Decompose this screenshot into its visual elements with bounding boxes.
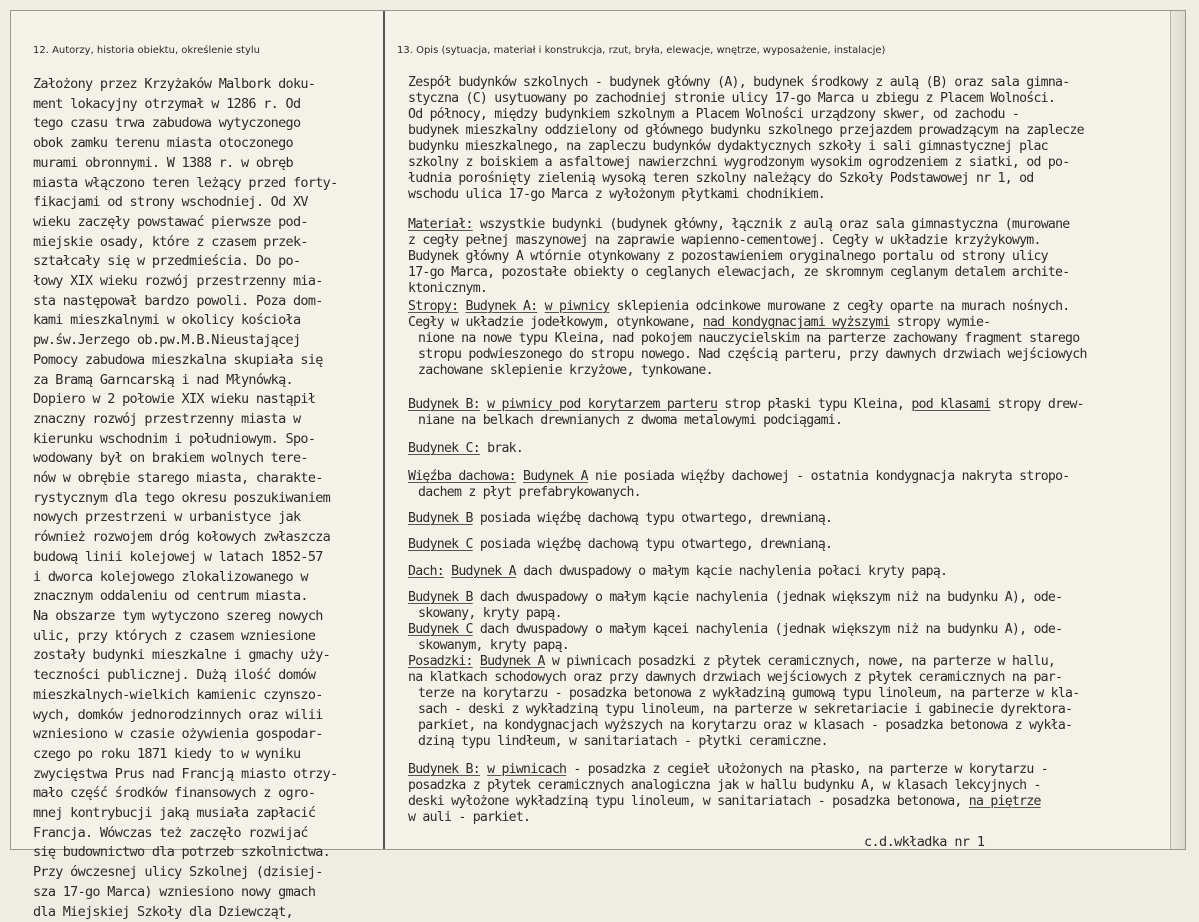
text-line: sta następował bardzo powoli. Poza dom- [33,292,323,309]
text-line: i dworca kolejowego zlokalizowanego w [33,568,308,585]
text-line: Pomocy zabudowa mieszkalna skupiała się [33,351,323,368]
site-description [408,75,1178,203]
text-line: wzniesiono w czasie ożywienia gospodar- [33,726,323,743]
text-line: posadzka z płytek ceramicznych analogiczna jak w hallu budynku A, w klasach lekcyjnych - [408,778,1041,793]
ceilings-label: Stropy: [408,299,459,314]
text-line: skowanym, kryty papą. [418,638,569,653]
text-line: tego czasu trwa zabudowa wytyczonego [33,115,301,132]
text-line: Zespół budynków szkolnych - budynek główny (A), budynek środkowy z aulą (B) oraz sala gimna- [408,75,1070,90]
text-line: stropy drew- [990,397,1084,412]
material-section [408,217,1178,297]
cellar-corridor-label: w piwnicy pod korytarzem parteru [487,397,718,412]
text-line: wodowany był on brakiem wolnych tere- [33,450,308,467]
text-line: wszystkie budynki (budynek główny, łącznik z aulą oraz sala gimnastyczna (murowane [472,217,1070,232]
text-line: nowych przestrzeni w urbanistyce jak [33,509,301,526]
text-line: łudnia porośnięty zielenią wysoką teren szkolny należący do Szkoły Podstawowej nr 1, od [408,171,1034,186]
building-b-label: Budynek B: [408,397,480,412]
history-text [33,75,378,922]
text-line: ktonicznym. [408,281,488,296]
text-line: sach - deski z wykładziną typu linoleum, na parterze w sekretariacie i gabinecie dyrektora- [418,702,1073,717]
text-line: nie posiada więźby dachowej - ostatnia kondygnacja nakryta stropo- [587,469,1070,484]
text-line: fikacjami od strony wschodniej. Od XV [33,194,308,211]
roof-building-b [408,590,1178,622]
roof-truss-label: Więźba dachowa: [408,469,516,484]
text-line: Przy ówczesnej ulicy Szkolnej (dzisiej- [33,864,323,881]
continuation-note: c.d.wkładka nr 1 [864,834,985,850]
roof-section [408,564,1178,580]
text-line: kami mieszkalnymi w okolicy kościoła [33,312,301,329]
text-line: łowy XIX wieku rozwój przestrzenny mia- [33,273,323,290]
material-label: Materiał: [408,217,473,232]
section-13-header: 13. Opis (sytuacja, materiał i konstrukcja, rzut, bryła, elewacje, wnętrze, wyposażenie, instalacje) [397,45,886,56]
building-a-label: Budynek A [451,564,516,579]
cellar-label: w piwnicy [544,299,610,314]
text-line: dach dwuspadowy o małym kącei nachylenia (jednak większym niż na budynku A), ode- [472,622,1063,637]
building-a-label: Budynek A [523,469,588,484]
text-line: Na obszarze tym wytyczono szereg nowych [33,607,323,624]
text-line: skowany, kryty papą. [418,606,562,621]
floors-section [408,654,1178,750]
text-line: znacznym oddaleniu od centrum miasta. [33,588,308,605]
text-line: parkiet, na kondygnacjach wyższych na korytarzu oraz w klasach - posadzka betonowa z wykła- [418,718,1073,733]
text-line: 17-go Marca, pozostałe obiekty o ceglanych elewacjach, ze skromnym ceglanym detalem archite- [408,265,1070,280]
text-line: niane na belkach drewnianych z dwoma metalowymi podciągami. [418,413,843,428]
text-line: w auli - parkiet. [408,810,531,825]
text-line: nione na nowe typu Kleina, nad pokojem nauczycielskim na parterze zachowany fragment starego [418,331,1080,346]
text-line: sza 17-go Marca) wzniesiono nowy gmach [33,883,316,900]
text-line: w piwnicach posadzki z płytek ceramicznych, nowe, na parterze w hallu, [544,654,1056,669]
text-line: nów w obrębie starego miasta, charakte- [33,470,323,487]
text-line: teczności publicznej. Dużą ilość domów [33,667,316,684]
text-line: zwycięstwa Prus nad Francją miasto otrzy- [33,765,338,782]
upper-floors-label: nad kondygnacjami wyższymi [702,315,890,330]
building-c-label: Budynek C: [408,441,480,456]
text-line: dla Miejskiej Szkoły dla Dziewcząt, [33,903,293,920]
record-card [10,10,1186,920]
upper-floor-label: na piętrze [968,794,1041,809]
text-line: stropy wymie- [889,315,991,330]
text-line: obok zamku terenu miasta otoczonego [33,135,293,152]
text-line: czego po roku 1871 kiedy to w wyniku [33,745,301,762]
text-line: rystycznym dla tego okresu poszukiwaniem [33,489,331,506]
classrooms-label: pod klasami [911,397,991,412]
text-line: ment lokacyjny otrzymał w 1286 r. Od [33,95,301,112]
ceilings-building-b [408,397,1178,429]
cellars-label: w piwnicach [487,762,567,777]
roof-building-c [408,622,1178,654]
text-line: stropu podwieszonego do stropu nowego. Nad częścią parteru, przy dawnych drzwiach wejściowych [418,347,1087,362]
text-line: budową linii kolejowej w latach 1852-57 [33,548,323,565]
roof-truss-building-c [408,537,1178,553]
text-line: Budynek główny A wtórnie otynkowany z pozostawieniem oryginalnego portalu od strony ulicy [408,249,1048,264]
text-line: szkolny z boiskiem a asfaltowej nawierzchni wygrodzonym wysokim ogrodzeniem z siatki, od po- [408,155,1070,170]
text-line: znaczny rozwój przestrzenny miasta w [33,410,301,427]
text-line: wschodu ulica 17-go Marca z wyłożonym płytkami chodnikiem. [408,187,825,202]
text-line: kierunku wschodnim i południowym. Spo- [33,430,316,447]
text-line: zostały budynki mieszkalne i gmachy uży- [33,647,331,664]
building-c-label: Budynek C [408,622,473,637]
ceilings-section [408,299,1178,379]
text-line: mnej kontrybucji jaką musiała zapłacić [33,805,316,822]
text-line: dach dwuspadowy o małym kącie nachylenia połaci kryty papą. [515,564,948,579]
building-b-label: Budynek B [408,590,473,605]
text-line: terze na korytarzu - posadzka betonowa z wykładziną gumową typu linoleum, na parterze w kla- [418,686,1080,701]
roof-label: Dach: [408,564,444,579]
building-b-label: Budynek B: [408,762,480,777]
text-line: na klatkach schodowych oraz przy dawnych drzwiach wejściowych z płytek ceramicznych na par- [408,670,1063,685]
text-line: mało część środków finansowych z ogro- [33,785,316,802]
floors-label: Posadzki: [408,654,473,669]
text-line: strop płaski typu Kleina, [717,397,912,412]
text-line: Francja. Wówczas też zaczęło rozwijać [33,824,308,841]
building-a-label: Budynek A: [465,299,538,314]
text-line: się budownictwo dla potrzeb szkolnictwa. [33,844,331,861]
text-line: również rozwojem dróg kołowych zwłaszcza [33,529,331,546]
text-line: Od północy, między budynkiem szkolnym a Placem Wolności urządzony skwer, od zachodu - [408,107,1020,122]
text-line: dach dwuspadowy o małym kącie nachylenia (jednak większym niż na budynku A), ode- [472,590,1063,605]
building-b-label: Budynek B [408,511,473,526]
text-line: dziną typu lindłeum, w sanitariatach - płytki ceramiczne. [418,734,828,749]
description-text [408,75,1178,826]
section-12-header: 12. Autorzy, historia obiektu, określenie stylu [33,45,261,56]
text-line: dachem z płyt prefabrykowanych. [418,485,641,500]
text-line: miasta włączono teren leżący przed forty- [33,174,338,191]
text-line: budynku mieszkalnego, na zapleczu budynków dydaktycznych szkoły i sali gimnastycznej plac [408,139,1048,154]
text-line: wych, domków jednorodzinnych oraz wilii [33,706,323,723]
text-line: murami obronnymi. W 1388 r. w obręb [33,154,293,171]
roof-truss-building-b [408,511,1178,527]
text-line: ulic, przy których z czasem wzniesione [33,627,316,644]
building-a-label: Budynek A [479,654,545,669]
text-line: pw.św.Jerzego ob.pw.M.B.Nieustającej [33,332,301,349]
text-line: wieku zaczęły powstawać pierwsze pod- [33,213,308,230]
text-line: ształcały się w przedmieścia. Do po- [33,253,301,270]
column-divider [383,11,385,849]
text-line: sklepienia odcinkowe murowane z cegły oparte na murach nośnych. [609,299,1070,314]
text-line: Cegły w układzie jodełkowym, otynkowane, [408,315,703,330]
text-line: brak. [479,441,524,456]
text-line: miejskie osady, które z czasem przek- [33,233,308,250]
text-line: mieszkalnych-wielkich kamienic czynszo- [33,686,323,703]
text-line: z cegły pełnej maszynowej na zaprawie wapienno-cementowej. Cegły w układzie krzyżykowym. [408,233,1041,248]
text-line: posiada więźbę dachową typu otwartego, drewnianą. [472,537,833,552]
text-line: Dopiero w 2 połowie XIX wieku nastąpił [33,391,316,408]
text-line: styczna (C) usytuowany po zachodniej stronie ulicy 17-go Marca u zbiegu z Placem Wolności. [408,91,1056,106]
floors-building-b [408,762,1178,826]
text-line: budynek mieszkalny oddzielony od głównego budynku szkolnego przejazdem prowadzącym na zaplecze [408,123,1084,138]
ceilings-building-c [408,441,1178,457]
text-line: - posadzka z cegieł ułożonych na płasko, na parterze w korytarzu - [566,762,1048,777]
text-line: Założony przez Krzyżaków Malbork doku- [33,76,316,92]
text-line: za Bramą Garncarską i nad Młynówką. [33,371,293,388]
roof-truss-section [408,469,1178,501]
text-line: zachowane sklepienie krzyżowe, tynkowane. [418,363,713,378]
building-c-label: Budynek C [408,537,473,552]
text-line: deski wyłożone wykładziną typu linoleum, w sanitariatach - posadzka betonowa, [408,794,969,809]
text-line: posiada więźbę dachową typu otwartego, drewnianą. [472,511,833,526]
